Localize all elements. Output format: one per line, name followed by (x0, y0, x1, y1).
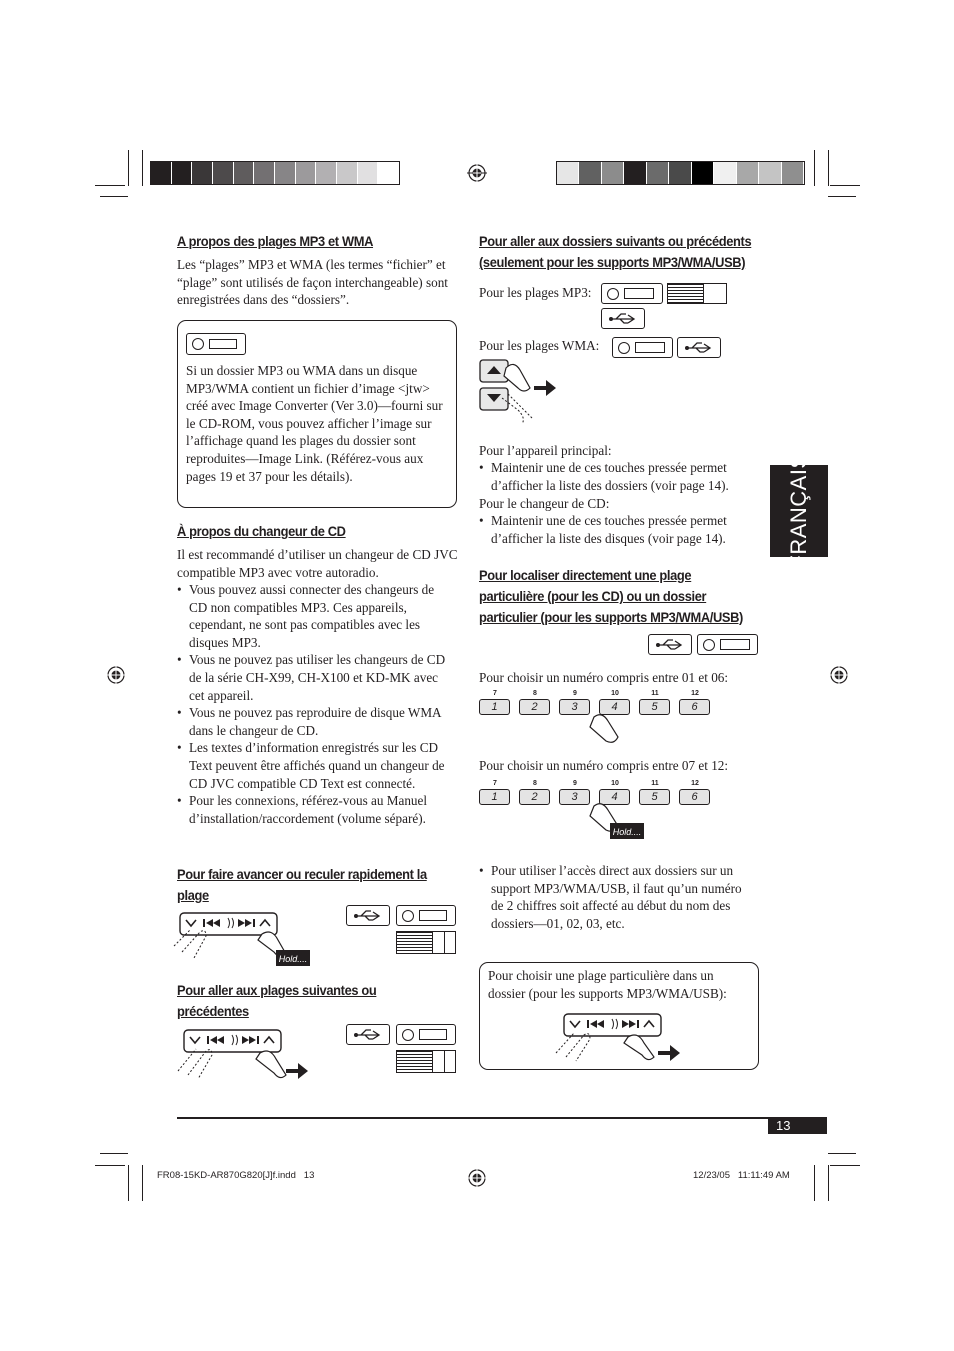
key-top-number: 10 (611, 690, 619, 697)
hold-label: Hold.... (278, 954, 308, 964)
key-top-number: 8 (533, 690, 537, 697)
color-swatch (714, 162, 736, 184)
changer-bullets (177, 581, 451, 827)
locate-heading-line2: particulière (pour les CD) ou un dossier (479, 588, 707, 604)
disc-button-icon (396, 1024, 456, 1045)
language-tab (770, 453, 828, 569)
color-swatch (557, 162, 579, 184)
list-item: • Les textes d’information enregistrés sur les CD Text peuvent être affichés quand un changeur de CD JVC compatible CD Text est connecté. (177, 739, 451, 792)
number-key-button: 2 (519, 789, 550, 805)
color-swatch (151, 162, 172, 184)
page-number: 13 (776, 1118, 791, 1133)
color-swatch (316, 162, 337, 184)
number-key-button: 1 (479, 789, 510, 805)
up-down-buttons-illustration (478, 358, 560, 428)
wma-tracks-label: Pour les plages WMA: (479, 338, 600, 353)
next-heading-line1: Pour aller aux plages suivantes ou (177, 982, 377, 998)
disc-button-icon (697, 634, 758, 655)
folder-heading-line1: Pour aller aux dossiers suivants ou précédents (479, 233, 752, 249)
color-swatch (647, 162, 669, 184)
range2-label: Pour choisir un numéro compris entre 07 et 12: (479, 758, 729, 773)
number-key-button: 5 (639, 699, 670, 715)
color-swatch (213, 162, 234, 184)
key-top-number: 9 (573, 780, 577, 787)
color-swatch (192, 162, 213, 184)
main-unit-bullets (479, 459, 754, 494)
footer-rule (177, 1117, 827, 1119)
color-swatch (782, 162, 804, 184)
changer-slot-icon (396, 1050, 456, 1073)
mp3-tracks-label: Pour les plages MP3: (479, 285, 592, 300)
color-swatch (602, 162, 624, 184)
usb-button-icon (601, 308, 645, 329)
mp3-heading: A propos des plages MP3 et WMA (177, 233, 374, 249)
registration-target-icon (829, 665, 849, 685)
next-heading-line2: précédentes (177, 1003, 249, 1019)
registration-target-icon (467, 1168, 487, 1188)
number-key-button: 6 (679, 789, 710, 805)
hold-label: Hold.... (612, 827, 642, 837)
color-swatch (378, 162, 399, 184)
number-key-button: 6 (679, 699, 710, 715)
color-swatch (624, 162, 646, 184)
list-item: • Maintenir une de ces touches pressée permet d’afficher la liste des dossiers (voir page 14). (479, 459, 754, 494)
number-key-button: 3 (559, 699, 590, 715)
color-swatch (234, 162, 255, 184)
color-swatch (692, 162, 714, 184)
registration-target-icon (106, 665, 126, 685)
locate-heading-line1: Pour localiser directement une plage (479, 567, 692, 583)
image-link-text: Si un dossier MP3 ou WMA dans un disque MP3/WMA contient un fichier d’image <jtw> créé avec Image Converter (Ver 3.0)—fourni sur le CD-ROM, vous pouvez afficher l’image sur l’affichage quand les plages du dossier sont reproduites—Image Link. (Référez-vous aux pages 19 et 37 pour les détails). (186, 363, 443, 484)
number-key-button: 5 (639, 789, 670, 805)
key-top-number: 7 (493, 780, 497, 787)
color-swatch (759, 162, 781, 184)
folder-heading-line2: (seulement pour les supports MP3/WMA/USB) (479, 254, 746, 270)
page-number-tab (768, 1118, 827, 1134)
key-top-number: 7 (493, 690, 497, 697)
usb-button-icon (648, 634, 692, 655)
list-item: • Vous ne pouvez pas utiliser les changeurs de CD de la série CH-X99, CH-X100 et KD-MK avec cet appareil. (177, 651, 451, 704)
list-item: • Pour utiliser l’accès direct aux dossiers sur un support MP3/WMA/USB, il faut qu’un numéro de 2 chiffres soit affecté au début du nom des dossiers—01, 02, 03, etc. (479, 862, 751, 932)
color-swatch (254, 162, 275, 184)
changer-slot-icon (396, 931, 456, 954)
skip-buttons-hold-illustration (172, 910, 317, 970)
changer-label: Pour le changeur de CD: (479, 496, 610, 511)
key-top-number: 12 (691, 780, 699, 787)
number-key-button: 1 (479, 699, 510, 715)
color-swatch (579, 162, 601, 184)
folder-track-box (479, 962, 759, 1070)
timestamp: 12/23/05 11:11:49 AM (693, 1170, 790, 1181)
color-swatch (337, 162, 358, 184)
skip-buttons-press-illustration (554, 1011, 694, 1067)
changer-slot-icon (667, 283, 727, 304)
fast-heading-line1: Pour faire avancer ou reculer rapidement la (177, 866, 427, 882)
color-swatch (358, 162, 379, 184)
color-swatch (275, 162, 296, 184)
color-bar-left (150, 161, 400, 185)
finger-press-icon (588, 713, 628, 749)
color-bar-right (556, 161, 805, 185)
changer-unit-bullets (479, 512, 754, 547)
color-swatch (172, 162, 193, 184)
color-swatch (669, 162, 691, 184)
list-item: • Maintenir une de ces touches pressée permet d’afficher la liste des disques (voir page 14). (479, 512, 754, 547)
usb-button-icon (346, 905, 390, 926)
list-item: • Pour les connexions, référez-vous au Manuel d’installation/raccordement (volume séparé). (177, 792, 451, 827)
file-name: FR08-15KD-AR870G820[J]f.indd 13 (157, 1170, 315, 1181)
disc-button-icon (601, 283, 663, 304)
finger-hold-icon (588, 802, 648, 842)
changer-heading: À propos du changeur de CD (177, 523, 346, 539)
color-swatch (296, 162, 317, 184)
disc-button-icon (396, 905, 456, 926)
range1-label: Pour choisir un numéro compris entre 01 et 06: (479, 670, 729, 685)
key-top-number: 10 (611, 780, 619, 787)
key-top-number: 12 (691, 690, 699, 697)
locate-heading-line3: particulier (pour les supports MP3/WMA/USB) (479, 609, 743, 625)
key-top-number: 11 (651, 690, 659, 697)
number-key-button: 2 (519, 699, 550, 715)
main-unit-label: Pour l’appareil principal: (479, 443, 612, 458)
color-swatch (737, 162, 759, 184)
list-item: • Vous pouvez aussi connecter des changeurs de CD non compatibles MP3. Ces appareils, cependant, ne sont pas compatibles avec les disques MP3. (177, 581, 451, 651)
mp3-paragraph: Les “plages” MP3 et WMA (les termes “fichier” et “plage” sont utilisés de façon interchangeable) sont enregistrées dans des “dossiers”. (177, 257, 448, 308)
disc-button-icon (612, 337, 673, 358)
image-link-box (177, 320, 457, 508)
language-tab-label: FRANÇAIS (786, 453, 811, 569)
direct-access-bullets (479, 862, 751, 932)
number-key-button: 4 (599, 699, 630, 715)
key-top-number: 8 (533, 780, 537, 787)
key-top-number: 11 (651, 780, 659, 787)
disc-button-icon (186, 333, 246, 355)
list-item: • Vous ne pouvez pas reproduire de disque WMA dans le changeur de CD. (177, 704, 451, 739)
fast-heading-line2: plage (177, 887, 209, 903)
skip-buttons-press-illustration (176, 1027, 316, 1083)
key-top-number: 9 (573, 690, 577, 697)
number-keys-row-1 (479, 691, 719, 715)
changer-paragraph: Il est recommandé d’utiliser un changeur de CD JVC compatible MP3 avec votre autoradio. (177, 547, 458, 580)
registration-target-icon (467, 163, 487, 183)
number-key-button: 3 (559, 789, 590, 805)
folder-track-text: Pour choisir une plage particulière dans un dossier (pour les supports MP3/WMA/USB): (488, 968, 727, 1001)
usb-button-icon (677, 337, 721, 358)
number-key-button: 4 (599, 789, 630, 805)
usb-button-icon (346, 1024, 390, 1045)
